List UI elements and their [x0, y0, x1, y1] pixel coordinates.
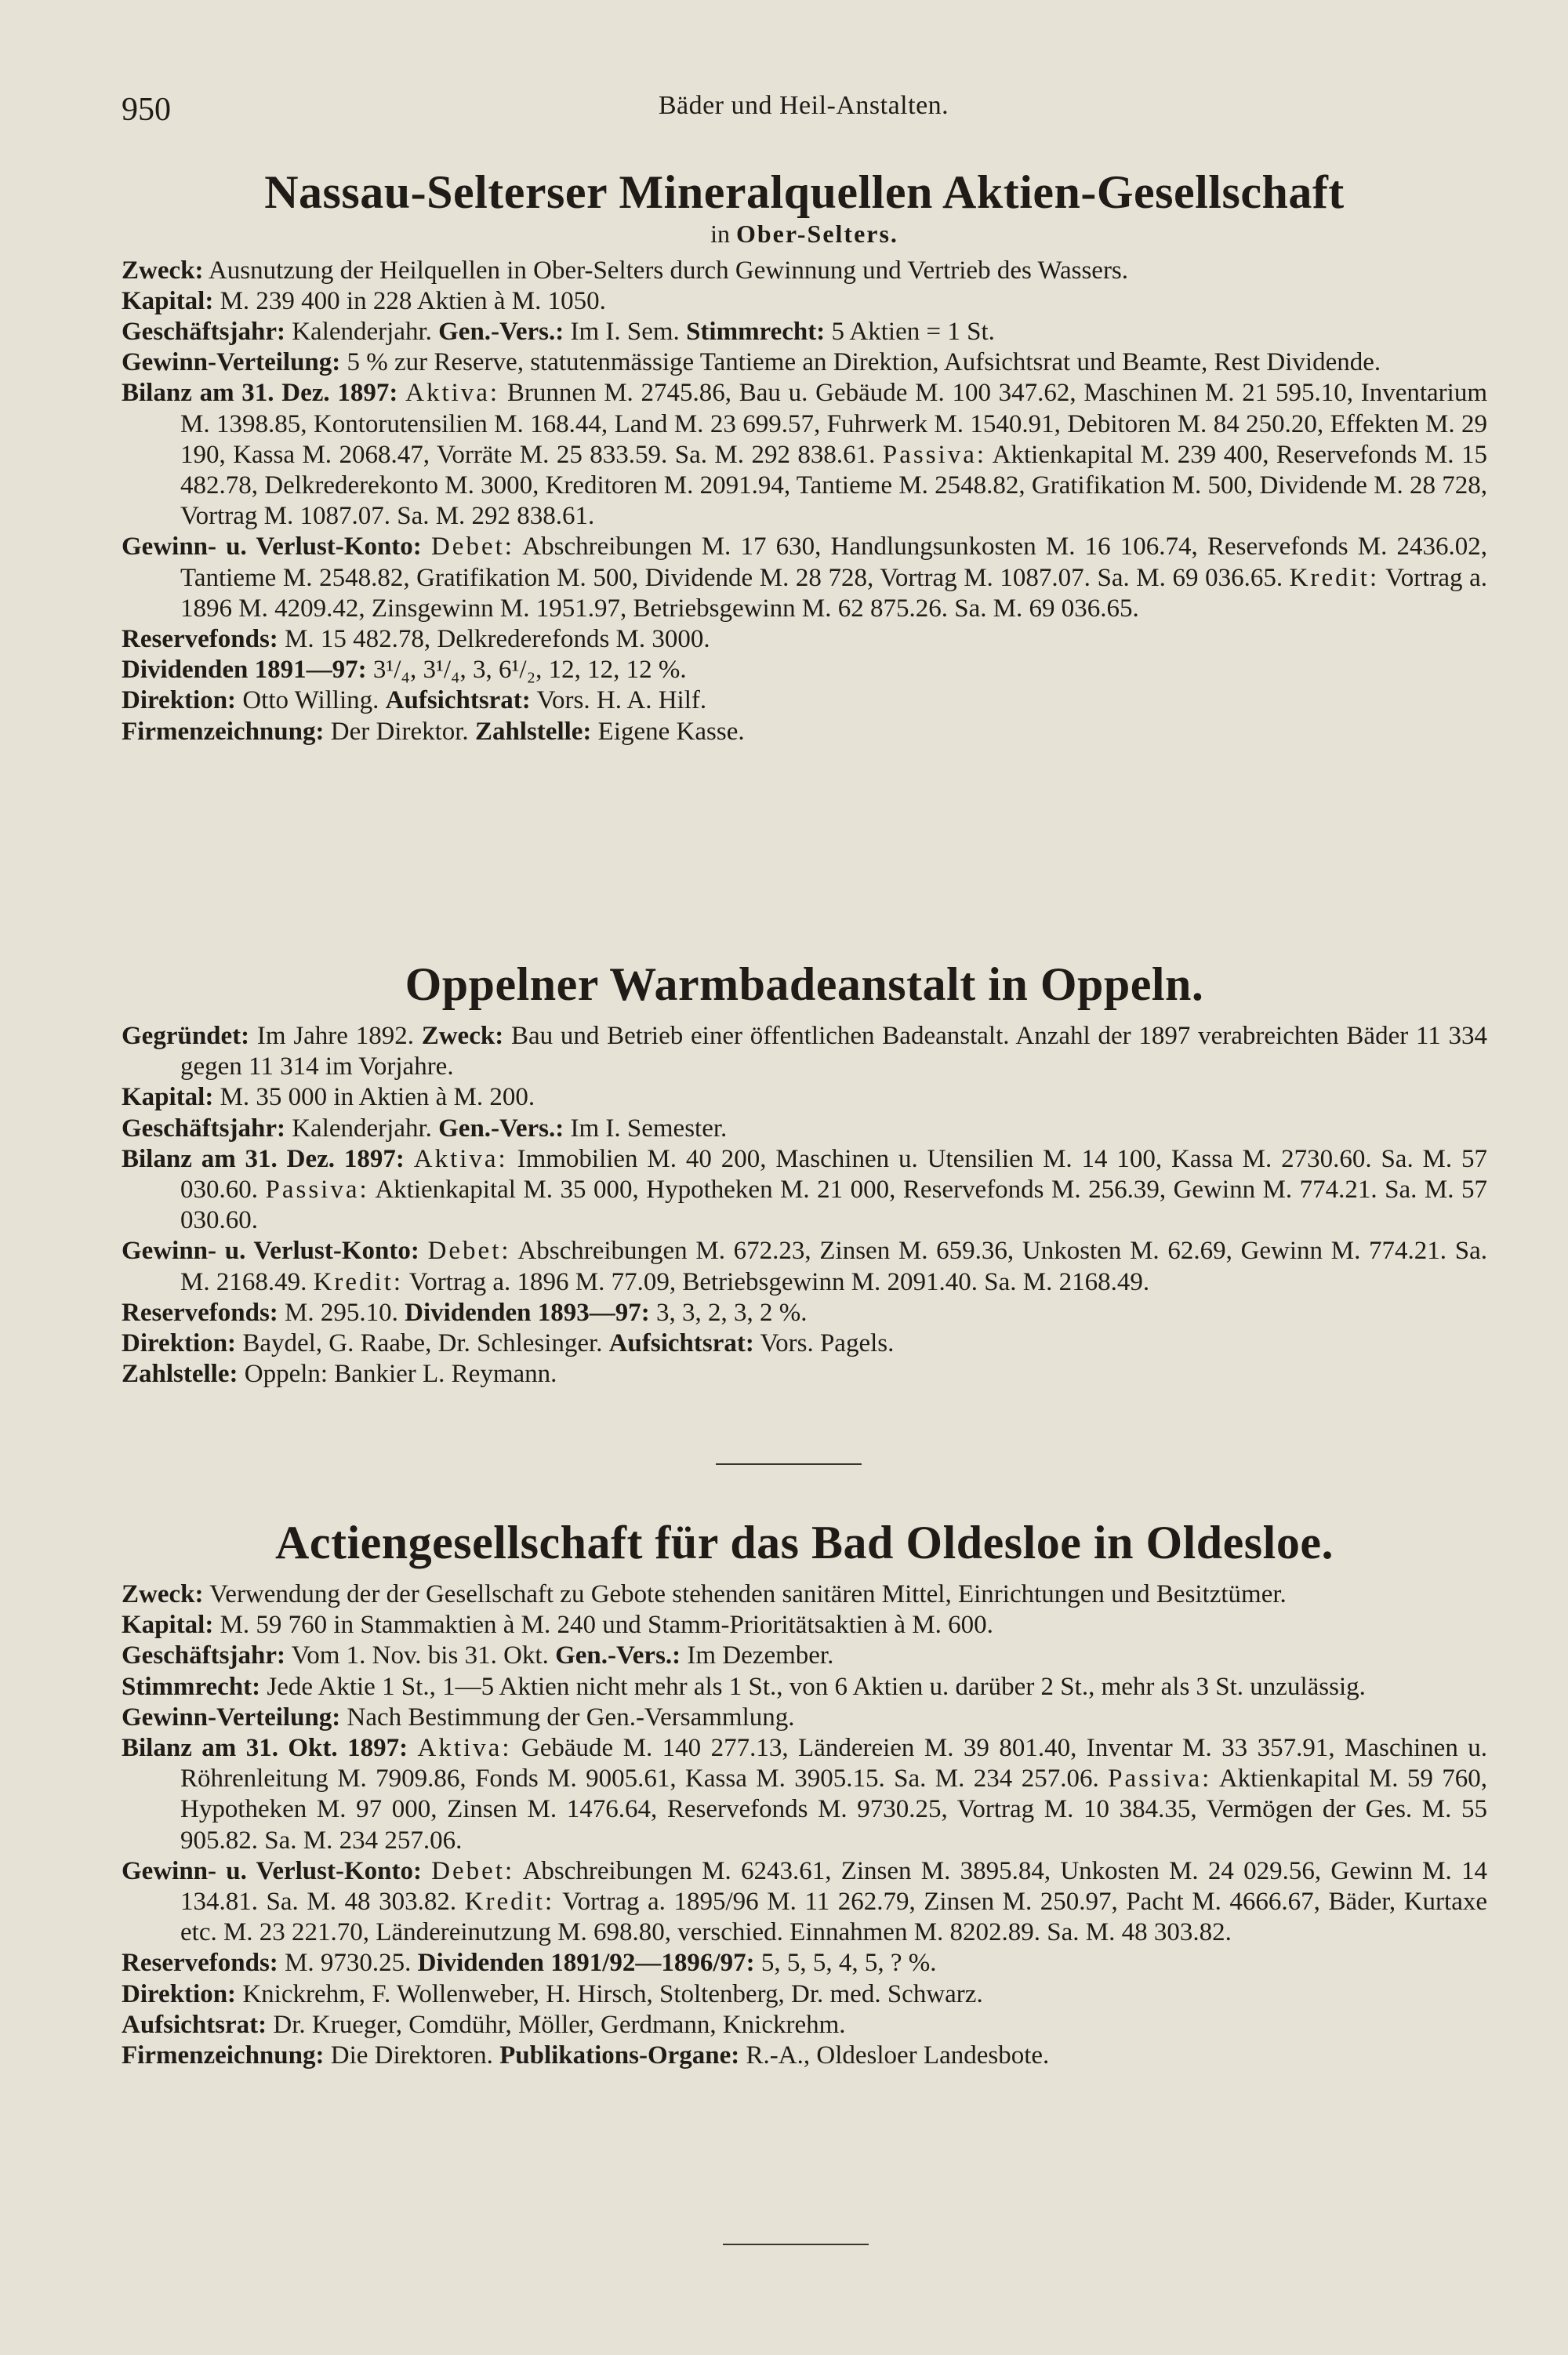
entry-text: M. 239 400 in 228 Aktien à M. 1050.	[213, 286, 606, 315]
entry-paragraph	[122, 685, 1487, 716]
entry-text: 5, 5, 5, 4, 5, ? %.	[754, 1949, 937, 1978]
entry-sublabel: Aktiva:	[405, 379, 500, 408]
entry-text: Immobilien M. 40 200, Maschinen u. Utensilien M. 14 100, Kassa M. 2730.60. Sa. M. 57 030.60.	[180, 1144, 1488, 1205]
entry-text: Die Direktoren.	[324, 2041, 500, 2070]
entry-text: Oppeln: Bankier L. Reymann.	[238, 1360, 557, 1389]
entry-text: M. 295.10.	[278, 1298, 405, 1327]
company-section-nassau-selters	[122, 166, 1487, 747]
entry-paragraph	[122, 378, 1487, 532]
section-title: Oppelner Warmbadeanstalt in Oppeln.	[405, 958, 1204, 1010]
entry-text: 5 Aktien = 1 St.	[825, 318, 995, 346]
entry-label: Stimmrecht:	[122, 1672, 261, 1701]
entry-paragraph	[122, 1144, 1487, 1237]
entry-text: Vors. Pagels.	[753, 1329, 895, 1358]
entry-sublabel: Debet:	[430, 532, 514, 561]
entry-label: Reservefonds:	[122, 1298, 278, 1327]
entry-text	[422, 532, 431, 561]
entry-text: Eigene Kasse.	[591, 717, 745, 746]
entry-text: 3¹/₄, 3¹/₄, 3, 6¹/₂, 12, 12, 12 %.	[366, 656, 687, 685]
entry-paragraph	[122, 317, 1487, 347]
entry-text: Im Jahre 1892.	[249, 1022, 422, 1050]
entry-label: Direktion:	[122, 1329, 237, 1358]
entry-text: Knickrehm, F. Wollenweber, H. Hirsch, Stoltenberg, Dr. med. Schwarz.	[236, 1979, 983, 2008]
entry-paragraph	[122, 347, 1487, 378]
entry-sublabel: Kredit:	[313, 1267, 404, 1296]
entry-paragraph	[122, 1856, 1487, 1949]
entry-paragraph	[122, 1236, 1487, 1297]
entry-paragraph	[122, 1082, 1487, 1113]
entry-paragraph	[122, 655, 1487, 685]
entry-label: Zahlstelle:	[122, 1360, 238, 1389]
entry-paragraph	[122, 624, 1487, 655]
entry-paragraph	[122, 532, 1487, 624]
entry-text: Vom 1. Nov. bis 31. Okt.	[285, 1641, 556, 1670]
entry-text: Im Dezember.	[681, 1641, 834, 1670]
entry-sublabel: Passiva:	[882, 440, 987, 469]
entry-label: Reservefonds:	[122, 625, 278, 654]
entry-text: Vors. H. A. Hilf.	[530, 686, 707, 715]
section-entries	[122, 256, 1487, 747]
entry-label: Zweck:	[421, 1022, 504, 1050]
entry-label: Gegründet:	[122, 1022, 250, 1050]
section-title: Nassau-Selterser Mineralquellen Aktien-Gesellschaft	[264, 166, 1345, 218]
entry-paragraph	[122, 1298, 1487, 1328]
entry-text: Vortrag a. 1896 M. 4209.42, Zinsgewinn M. 1951.97, Betriebsgewinn M. 62 875.26. Sa. M. 69 036.65.	[180, 563, 1487, 623]
section-subtitle	[122, 218, 1487, 251]
entry-label: Aufsichtsrat:	[385, 686, 531, 715]
entry-label: Gewinn- u. Verlust-Konto:	[122, 1856, 422, 1885]
section-title: Actiengesellschaft für das Bad Oldesloe in Oldesloe.	[275, 1517, 1334, 1568]
entry-text: Baydel, G. Raabe, Dr. Schlesinger.	[236, 1329, 609, 1358]
entry-text: Kalenderjahr.	[285, 1114, 439, 1143]
entry-label: Reservefonds:	[122, 1949, 278, 1978]
entry-text: Gebäude M. 140 277.13, Ländereien M. 39 801.40, Inventar M. 33 357.91, Maschinen u. Röhrenleitung M. 7909.86, Fonds M. 9005.61, Kassa M. 3905.15. Sa. M. 234 257.06.	[180, 1734, 1488, 1794]
entry-sublabel: Kredit:	[1289, 563, 1380, 592]
entry-paragraph	[122, 1579, 1487, 1610]
entry-sublabel: Debet:	[427, 1237, 511, 1266]
entry-label: Direktion:	[122, 1979, 237, 2008]
entry-label: Bilanz am 31. Dez. 1897:	[122, 1144, 405, 1173]
entry-text: Vortrag a. 1895/96 M. 11 262.79, Zinsen M. 250.97, Pacht M. 4666.67, Bäder, Kurtaxe etc. M. 23 221.70, Ländereinutzung M. 698.80, verschied. Einnahmen M. 8202.89. Sa. M. 48 303.82.	[180, 1888, 1488, 1947]
entry-text: M. 35 000 in Aktien à M. 200.	[213, 1083, 535, 1112]
entry-text: Bau und Betrieb einer öffentlichen Badeanstalt. Anzahl der 1897 verabreichten Bäder 11 334 gegen 11 314 im Vorjahre.	[180, 1022, 1487, 1081]
entry-paragraph	[122, 1703, 1487, 1733]
entry-paragraph	[122, 1328, 1487, 1359]
entry-label: Gewinn-Verteilung:	[122, 348, 341, 377]
entry-text: Aktienkapital M. 59 760, Hypotheken M. 97 000, Zinsen M. 1476.64, Reservefonds M. 9730.25, Vortrag M. 10 384.35, Vermögen der Ges. M. 55 905.82. Sa. M. 234 257.06.	[180, 1764, 1487, 1855]
entry-label: Gen.-Vers.:	[555, 1641, 681, 1670]
entry-label: Zweck:	[122, 256, 204, 285]
entry-label: Gewinn- u. Verlust-Konto:	[122, 532, 422, 561]
page-header	[122, 91, 1486, 135]
entry-text: M. 15 482.78, Delkrederefonds M. 3000.	[278, 625, 710, 654]
entry-text: Ausnutzung der Heilquellen in Ober-Selters durch Gewinnung und Vertrieb des Wassers.	[203, 256, 1129, 285]
entry-text: Nach Bestimmung der Gen.-Versammlung.	[340, 1703, 795, 1732]
entry-text: M. 59 760 in Stammaktien à M. 240 und Stamm-Prioritätsaktien à M. 600.	[213, 1611, 993, 1640]
entry-sublabel: Aktiva:	[413, 1144, 508, 1173]
entry-label: Publikations-Organe:	[499, 2041, 740, 2070]
entry-label: Kapital:	[122, 286, 214, 315]
entry-text: Der Direktor.	[324, 717, 475, 746]
entry-paragraph	[122, 1979, 1487, 2010]
entry-label: Firmenzeichnung:	[122, 2041, 325, 2070]
entry-label: Zahlstelle:	[474, 717, 592, 746]
entry-label: Gewinn-Verteilung:	[122, 1703, 341, 1732]
entry-sublabel: Aktiva:	[417, 1734, 512, 1763]
entry-paragraph	[122, 1672, 1487, 1703]
entry-paragraph	[122, 1610, 1487, 1641]
entry-sublabel: Debet:	[431, 1856, 515, 1885]
entry-paragraph	[122, 286, 1487, 317]
company-section-oppeln	[122, 958, 1487, 1390]
entry-label: Kapital:	[122, 1611, 214, 1640]
entry-label: Gen.-Vers.:	[438, 1114, 564, 1143]
entry-text	[408, 1734, 417, 1762]
entry-label: Dividenden 1891/92—1896/97:	[417, 1949, 755, 1978]
entry-text: Im I. Sem.	[564, 318, 687, 346]
entry-label: Aufsichtsrat:	[122, 2010, 267, 2039]
entry-text	[422, 1857, 431, 1885]
entry-label: Firmenzeichnung:	[122, 717, 325, 746]
entry-text: Dr. Krueger, Comdühr, Möller, Gerdmann, Knickrehm.	[267, 2010, 846, 2039]
section-entries	[122, 1579, 1487, 2071]
entry-label: Bilanz am 31. Dez. 1897:	[122, 379, 398, 408]
page-number: 950	[122, 92, 171, 128]
entry-label: Bilanz am 31. Okt. 1897:	[122, 1734, 408, 1763]
entry-text: M. 9730.25.	[278, 1949, 418, 1978]
entry-label: Gen.-Vers.:	[438, 318, 564, 346]
entry-text: Vortrag a. 1896 M. 77.09, Betriebsgewinn M. 2091.40. Sa. M. 2168.49.	[403, 1267, 1150, 1296]
entry-text: Abschreibungen M. 672.23, Zinsen M. 659.36, Unkosten M. 62.69, Gewinn M. 774.21. Sa. M. 2168.49.	[180, 1237, 1487, 1296]
entry-text: Kalenderjahr.	[285, 318, 439, 346]
entry-paragraph	[122, 1114, 1487, 1144]
entry-sublabel: Passiva:	[1108, 1764, 1212, 1794]
separator-rule	[716, 1463, 862, 1465]
entry-text: Aktienkapital M. 35 000, Hypotheken M. 21 000, Reservefonds M. 256.39, Gewinn M. 774.21. Sa. M. 57 030.60.	[180, 1176, 1487, 1235]
entry-label: Kapital:	[122, 1083, 214, 1112]
entry-text: Brunnen M. 2745.86, Bau u. Gebäude M. 100 347.62, Maschinen M. 21 595.10, Inventarium M. 1398.85, Kontorutensilien M. 168.44, Land M. 23 699.57, Fuhrwerk M. 1540.91, Debitoren M. 84 250.20, Effekten M. 29 190, Kassa M. 2068.47, Vorräte M. 25 833.59. Sa. M. 292 838.61.	[180, 379, 1487, 469]
entry-label: Gewinn- u. Verlust-Konto:	[122, 1237, 419, 1266]
entry-paragraph	[122, 2010, 1487, 2041]
entry-text	[405, 1145, 414, 1173]
subtitle-place: Ober-Selters.	[735, 220, 898, 248]
entry-text: Jede Aktie 1 St., 1—5 Aktien nicht mehr als 1 St., von 6 Aktien u. darüber 2 St., mehr als 3 St. unzulässig.	[260, 1672, 1366, 1701]
entry-text: Im I. Semester.	[564, 1114, 728, 1143]
entry-paragraph	[122, 1641, 1487, 1671]
entry-label: Aufsichtsrat:	[608, 1329, 754, 1358]
entry-text: Otto Willing.	[236, 686, 386, 715]
entry-text	[419, 1237, 428, 1265]
entry-label: Direktion:	[122, 686, 237, 715]
entry-text: R.-A., Oldesloer Landesbote.	[739, 2041, 1050, 2070]
entry-text	[397, 379, 405, 407]
entry-text: Aktienkapital M. 239 400, Reservefonds M. 15 482.78, Delkrederekonto M. 3000, Kreditoren M. 2091.94, Tantieme M. 2548.82, Gratifikation M. 500, Dividende M. 28 728, Vortrag M. 1087.07. Sa. M. 292 838.61.	[180, 440, 1487, 531]
entry-text: Abschreibungen M. 17 630, Handlungsunkosten M. 16 106.74, Reservefonds M. 2436.02, Tantieme M. 2548.82, Gratifikation M. 500, Dividende M. 28 728, Vortrag M. 1087.07. Sa. M. 69 036.65.	[180, 532, 1487, 592]
entry-paragraph	[122, 1021, 1487, 1082]
entry-label: Stimmrecht:	[686, 318, 826, 346]
entry-paragraph	[122, 1948, 1487, 1979]
entry-paragraph	[122, 1733, 1487, 1856]
separator-rule	[723, 2244, 869, 2245]
entry-label: Dividenden 1893—97:	[405, 1298, 650, 1327]
entry-paragraph	[122, 2041, 1487, 2071]
entry-paragraph	[122, 717, 1487, 747]
subtitle-prefix: in	[710, 220, 730, 248]
entry-label: Geschäftsjahr:	[122, 1641, 285, 1670]
entry-label: Geschäftsjahr:	[122, 1114, 285, 1143]
entry-text: Abschreibungen M. 6243.61, Zinsen M. 3895.84, Unkosten M. 24 029.56, Gewinn M. 14 134.81. Sa. M. 48 303.82.	[180, 1856, 1487, 1917]
entry-text: 5 % zur Reserve, statutenmässige Tantieme an Direktion, Aufsichtsrat und Beamte, Rest Dividende.	[340, 348, 1381, 377]
entry-text: 3, 3, 2, 3, 2 %.	[649, 1298, 808, 1327]
entry-paragraph	[122, 1359, 1487, 1390]
entry-label: Geschäftsjahr:	[122, 318, 285, 346]
entry-sublabel: Kredit:	[464, 1888, 555, 1917]
entry-paragraph	[122, 256, 1487, 286]
running-title: Bäder und Heil-Anstalten.	[658, 91, 949, 120]
entry-label: Dividenden 1891—97:	[122, 656, 367, 685]
section-entries	[122, 1021, 1487, 1390]
entry-sublabel: Passiva:	[265, 1176, 369, 1205]
company-section-oldesloe	[122, 1517, 1487, 2071]
entry-text: Verwendung der der Gesellschaft zu Gebote stehenden sanitären Mittel, Einrichtungen und Besitztümer.	[203, 1580, 1287, 1608]
entry-label: Zweck:	[122, 1580, 204, 1608]
